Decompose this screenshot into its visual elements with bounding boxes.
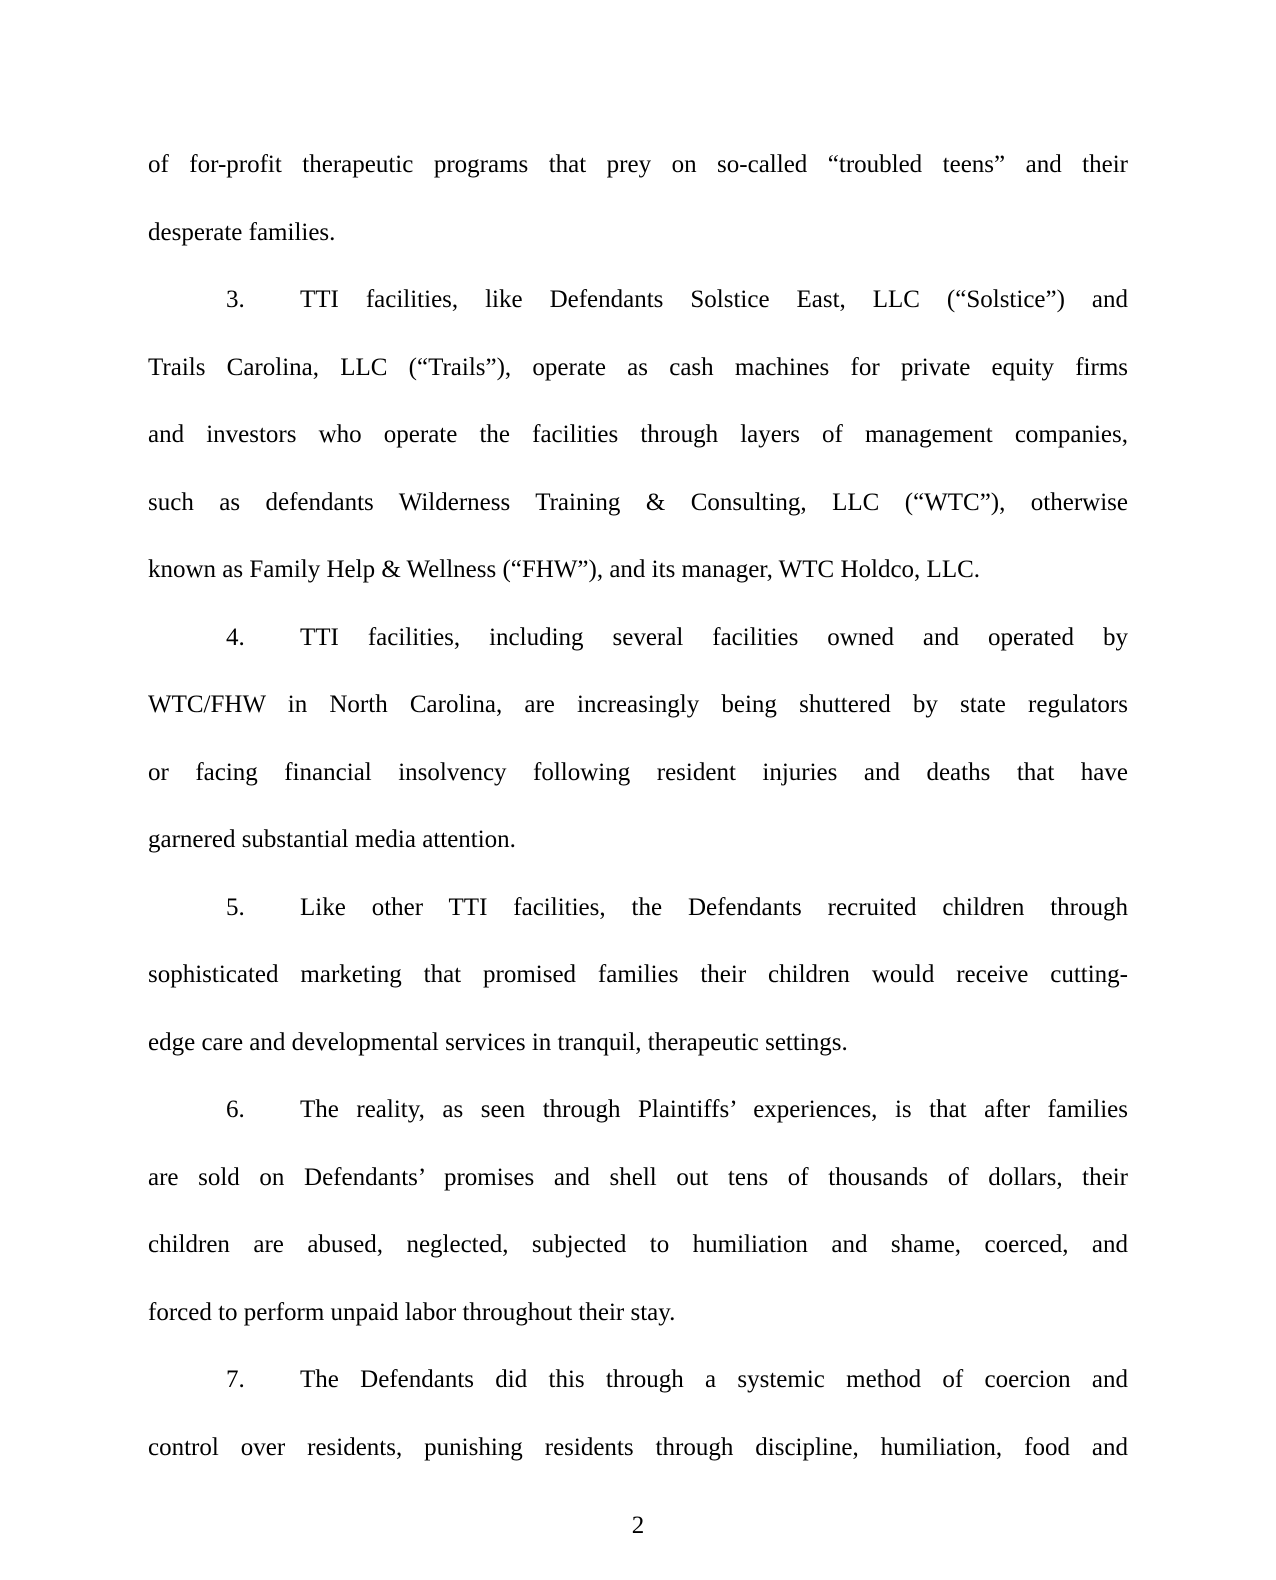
- paragraph-number: 3.: [226, 286, 245, 313]
- text-line: [148, 1211, 1128, 1279]
- page-number-footer: [0, 1503, 1276, 1548]
- text-line: [148, 1279, 1128, 1347]
- text-line: [148, 941, 1128, 1009]
- first-line-indent: [148, 1116, 226, 1117]
- text-line: [148, 334, 1128, 402]
- line-text: The Defendants did this through a systemic method of coercion and: [300, 1366, 1128, 1393]
- line-text: WTC/FHW in North Carolina, are increasingly being shuttered by state regulators: [148, 691, 1128, 718]
- text-line: [148, 536, 1128, 604]
- text-line: [148, 131, 1128, 199]
- first-line-indent: [148, 644, 226, 645]
- text-line: [148, 266, 1128, 334]
- text-line: [148, 604, 1128, 672]
- text-line: [148, 1009, 1128, 1077]
- first-line-indent: [148, 306, 226, 307]
- line-text: edge care and developmental services in tranquil, therapeutic settings.: [148, 1028, 848, 1056]
- text-line: [148, 469, 1128, 537]
- line-text: garnered substantial media attention.: [148, 826, 516, 853]
- first-line-indent: [148, 914, 226, 915]
- first-line-indent: [148, 1386, 226, 1387]
- line-text: control over residents, punishing residents through discipline, humiliation, food and: [148, 1433, 1128, 1461]
- line-text: or facing financial insolvency following resident injuries and deaths that have: [148, 758, 1128, 786]
- text-line: [148, 1346, 1128, 1414]
- line-text: known as Family Help & Wellness (“FHW”), and its manager, WTC Holdco, LLC.: [148, 556, 981, 583]
- page-number: 2: [631, 1512, 645, 1539]
- text-line: [148, 1414, 1128, 1482]
- line-text: TTI facilities, including several facilities owned and operated by: [300, 623, 1128, 651]
- paragraph-number: 5.: [226, 893, 245, 921]
- line-text: children are abused, neglected, subjected to humiliation and shame, coerced, and: [148, 1231, 1128, 1258]
- text-line: [148, 671, 1128, 739]
- text-line: [148, 1076, 1128, 1144]
- paragraph-number: 6.: [226, 1096, 245, 1123]
- line-text: are sold on Defendants’ promises and shell out tens of thousands of dollars, their: [148, 1163, 1128, 1191]
- line-text: TTI facilities, like Defendants Solstice East, LLC (“Solstice”) and: [300, 286, 1128, 313]
- line-text: desperate families.: [148, 218, 336, 246]
- text-line: [148, 401, 1128, 469]
- text-line: [148, 1144, 1128, 1212]
- line-text: forced to perform unpaid labor throughout their stay.: [148, 1298, 676, 1326]
- text-line: [148, 874, 1128, 942]
- text-line: [148, 199, 1128, 267]
- line-text: and investors who operate the facilities through layers of management companies,: [148, 421, 1128, 448]
- document-body: [148, 131, 1128, 1481]
- line-text: sophisticated marketing that promised families their children would receive cutting-: [148, 961, 1128, 988]
- text-line: [148, 806, 1128, 874]
- line-text: of for-profit therapeutic programs that prey on so-called “troubled teens” and their: [148, 151, 1128, 178]
- line-text: Trails Carolina, LLC (“Trails”), operate as cash machines for private equity firms: [148, 353, 1128, 381]
- paragraph-number: 7.: [226, 1366, 245, 1393]
- paragraph-number: 4.: [226, 623, 245, 651]
- line-text: The reality, as seen through Plaintiffs’ experiences, is that after families: [300, 1096, 1128, 1123]
- text-line: [148, 739, 1128, 807]
- line-text: such as defendants Wilderness Training & Consulting, LLC (“WTC”), otherwise: [148, 488, 1128, 516]
- line-text: Like other TTI facilities, the Defendants recruited children through: [300, 893, 1128, 921]
